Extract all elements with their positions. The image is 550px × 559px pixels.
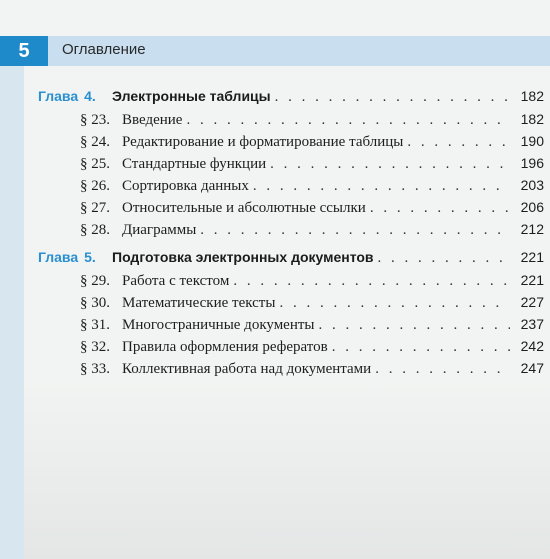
page-ref: 242 <box>520 338 544 354</box>
table-of-contents <box>38 84 544 379</box>
leader-dots <box>332 336 510 358</box>
page-ref: 237 <box>520 316 544 332</box>
page-ref: 206 <box>520 199 544 215</box>
page-title: Оглавление <box>62 41 146 58</box>
chapter-title: Подготовка электронных документов <box>112 249 374 265</box>
section-title: Стандартные функции <box>122 156 267 172</box>
section-title: Коллективная работа над документами <box>122 361 372 377</box>
page-ref: 212 <box>520 221 544 237</box>
section-title: Математические тексты <box>122 295 276 311</box>
leader-dots <box>233 270 510 292</box>
page-ref: 221 <box>520 249 544 265</box>
chapter-label: Глава 4. <box>38 88 96 104</box>
section-row[interactable] <box>38 174 544 196</box>
section-number: § 24. <box>80 134 110 150</box>
page-ref: 190 <box>520 133 544 149</box>
page-ref: 182 <box>520 88 544 104</box>
section-row[interactable] <box>38 108 544 130</box>
section-title: Диаграммы <box>122 222 197 238</box>
section-title: Редактирование и форматирование таблицы <box>122 134 404 150</box>
section-number: § 30. <box>80 295 110 311</box>
leader-dots <box>270 153 510 175</box>
section-title: Правила оформления рефератов <box>122 339 328 355</box>
bleed-through-shadow <box>24 380 550 559</box>
page-ref: 196 <box>520 155 544 171</box>
section-number: § 31. <box>80 317 110 333</box>
section-row[interactable] <box>38 196 544 218</box>
section-title: Введение <box>122 112 183 128</box>
sidebar-band <box>0 66 24 559</box>
section-row[interactable] <box>38 269 544 291</box>
section-number: § 28. <box>80 222 110 238</box>
section-number: § 26. <box>80 178 110 194</box>
section-row[interactable] <box>38 357 544 379</box>
section-number: § 32. <box>80 339 110 355</box>
leader-dots <box>375 358 510 380</box>
section-row[interactable] <box>38 313 544 335</box>
section-number: § 29. <box>80 273 110 289</box>
leader-dots <box>253 175 510 197</box>
section-row[interactable] <box>38 291 544 313</box>
leader-dots <box>279 292 510 314</box>
page-ref: 221 <box>520 272 544 288</box>
page-header <box>0 36 550 66</box>
section-title: Сортировка данных <box>122 178 249 194</box>
section-row[interactable] <box>38 218 544 240</box>
leader-dots <box>407 131 510 153</box>
chapter-row[interactable] <box>38 84 544 108</box>
leader-dots <box>200 219 510 241</box>
leader-dots <box>370 197 510 219</box>
chapter-row[interactable] <box>38 245 544 269</box>
page-ref: 203 <box>520 177 544 193</box>
page-number: 5 <box>0 36 48 66</box>
page-ref: 182 <box>520 111 544 127</box>
section-number: § 25. <box>80 156 110 172</box>
section-row[interactable] <box>38 152 544 174</box>
section-number: § 27. <box>80 200 110 216</box>
leader-dots <box>275 85 510 109</box>
leader-dots <box>319 314 510 336</box>
page-ref: 247 <box>520 360 544 376</box>
section-row[interactable] <box>38 335 544 357</box>
section-title: Относительные и абсолютные ссылки <box>122 200 366 216</box>
section-number: § 23. <box>80 112 110 128</box>
section-title: Многостраничные документы <box>122 317 315 333</box>
section-row[interactable] <box>38 130 544 152</box>
page-ref: 227 <box>520 294 544 310</box>
chapter-title: Электронные таблицы <box>112 88 271 104</box>
section-title: Работа с текстом <box>122 273 230 289</box>
section-number: § 33. <box>80 361 110 377</box>
chapter-label: Глава 5. <box>38 249 96 265</box>
leader-dots <box>378 246 510 270</box>
leader-dots <box>186 109 510 131</box>
